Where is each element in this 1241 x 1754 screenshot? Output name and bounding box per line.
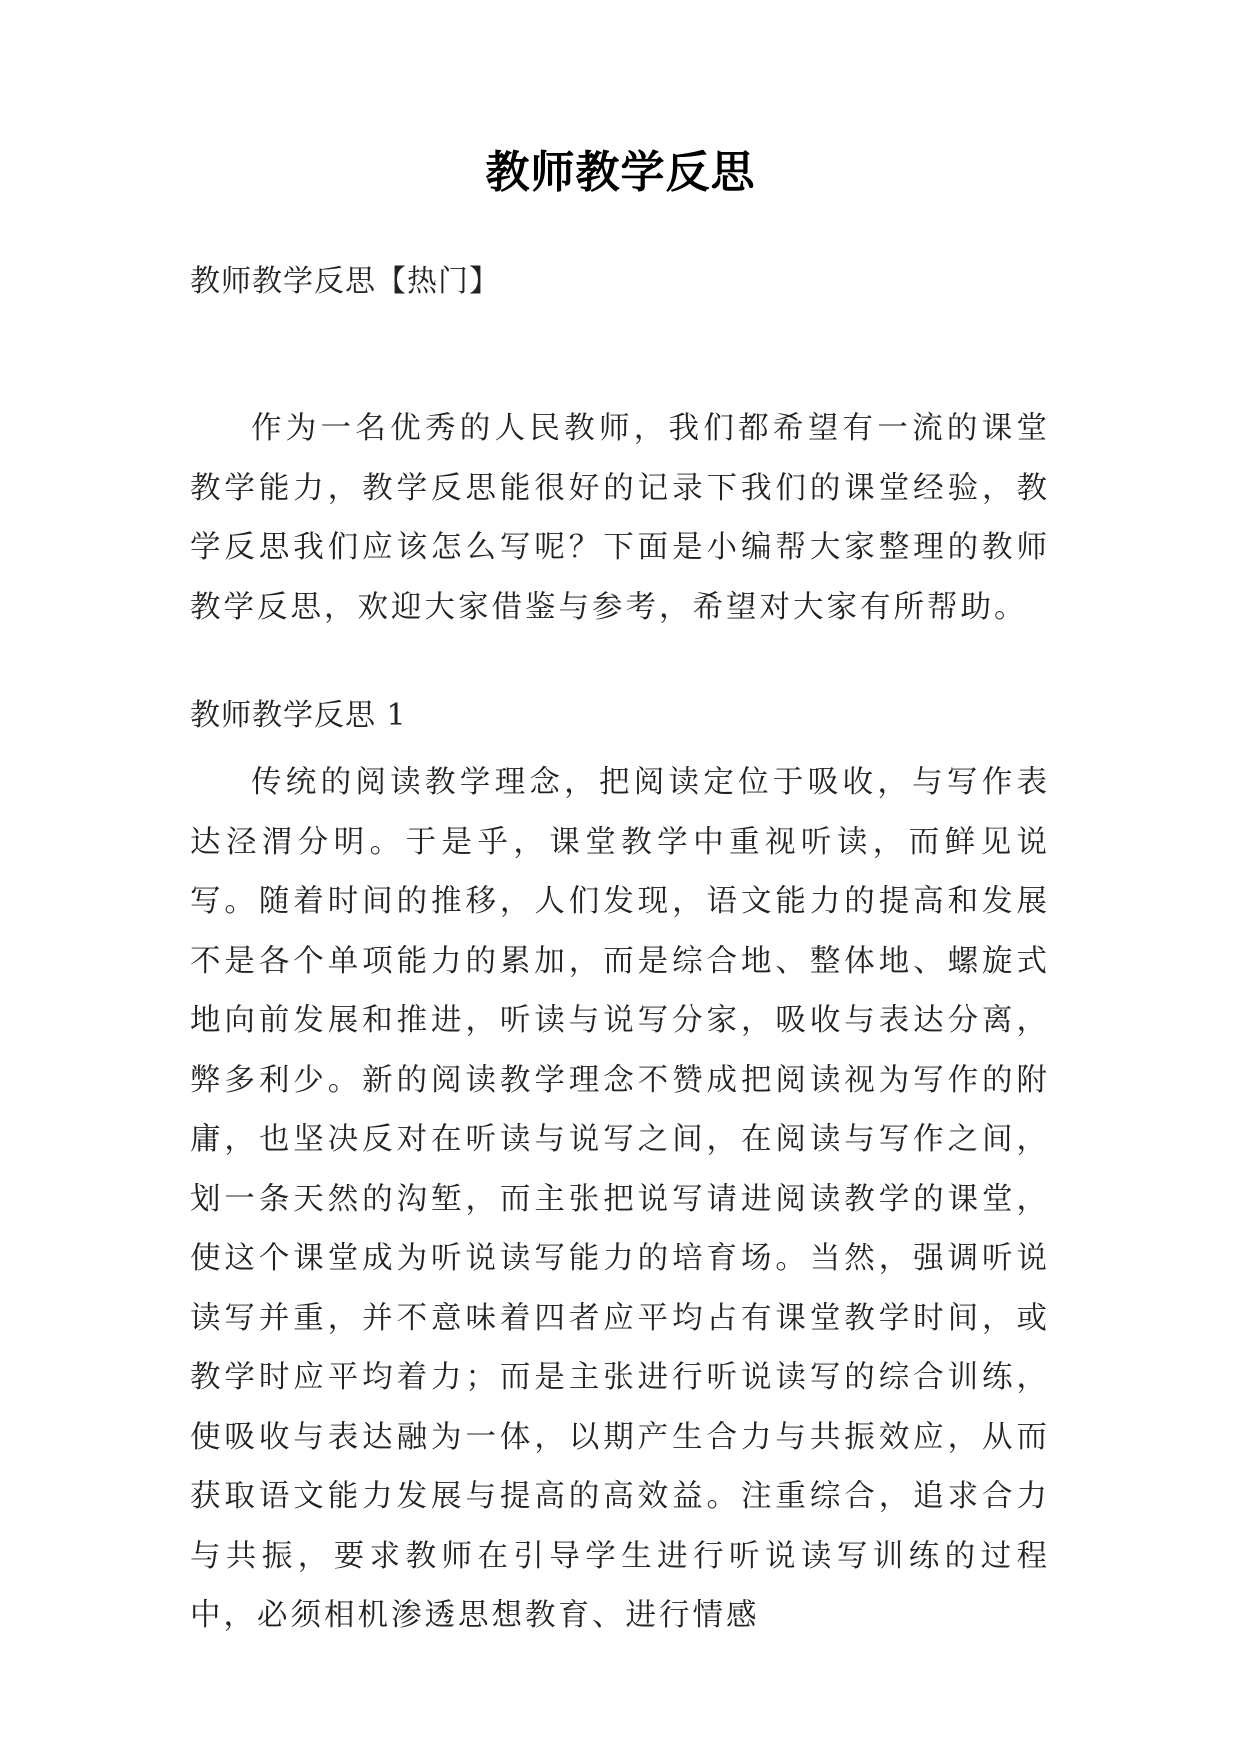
section-body-paragraph: 传统的阅读教学理念，把阅读定位于吸收，与写作表达泾渭分明。于是乎，课堂教学中重视听读，而鲜见说写。随着时间的推移，人们发现，语文能力的提高和发展不是各个单项能力的累加，而是综合地、整体地、螺旋式地向前发展和推进，听读与说写分家，吸收与表达分离，弊多利少。新的阅读教学理念不赞成把阅读视为写作的附庸，也坚决反对在听读与说写之间，在阅读与写作之间，划一条天然的沟堑，而主张把说写请进阅读教学的课堂，使这个课堂成为听说读写能力的培育场。当然，强调听说读写并重，并不意味着四者应平均占有课堂教学时间，或教学时应平均着力；而是主张进行听说读写的综合训练，使吸收与表达融为一体，以期产生合力与共振效应，从而获取语文能力发展与提高的高效益。注重综合，追求合力与共振，要求教师在引导学生进行听说读写训练的过程中，必须相机渗透思想教育、进行情感 [190, 765, 1050, 1633]
section-heading: 教师教学反思 1 [190, 698, 407, 733]
intro-paragraph: 作为一名优秀的人民教师，我们都希望有一流的课堂教学能力，教学反思能很好的记录下我们的课堂经验，教学反思我们应该怎么写呢？下面是小编帮大家整理的教师教学反思，欢迎大家借鉴与参考，希望对大家有所帮助。 [190, 411, 1050, 625]
document-title: 教师教学反思 [485, 147, 756, 198]
document-subtitle: 教师教学反思【热门】 [190, 264, 500, 299]
